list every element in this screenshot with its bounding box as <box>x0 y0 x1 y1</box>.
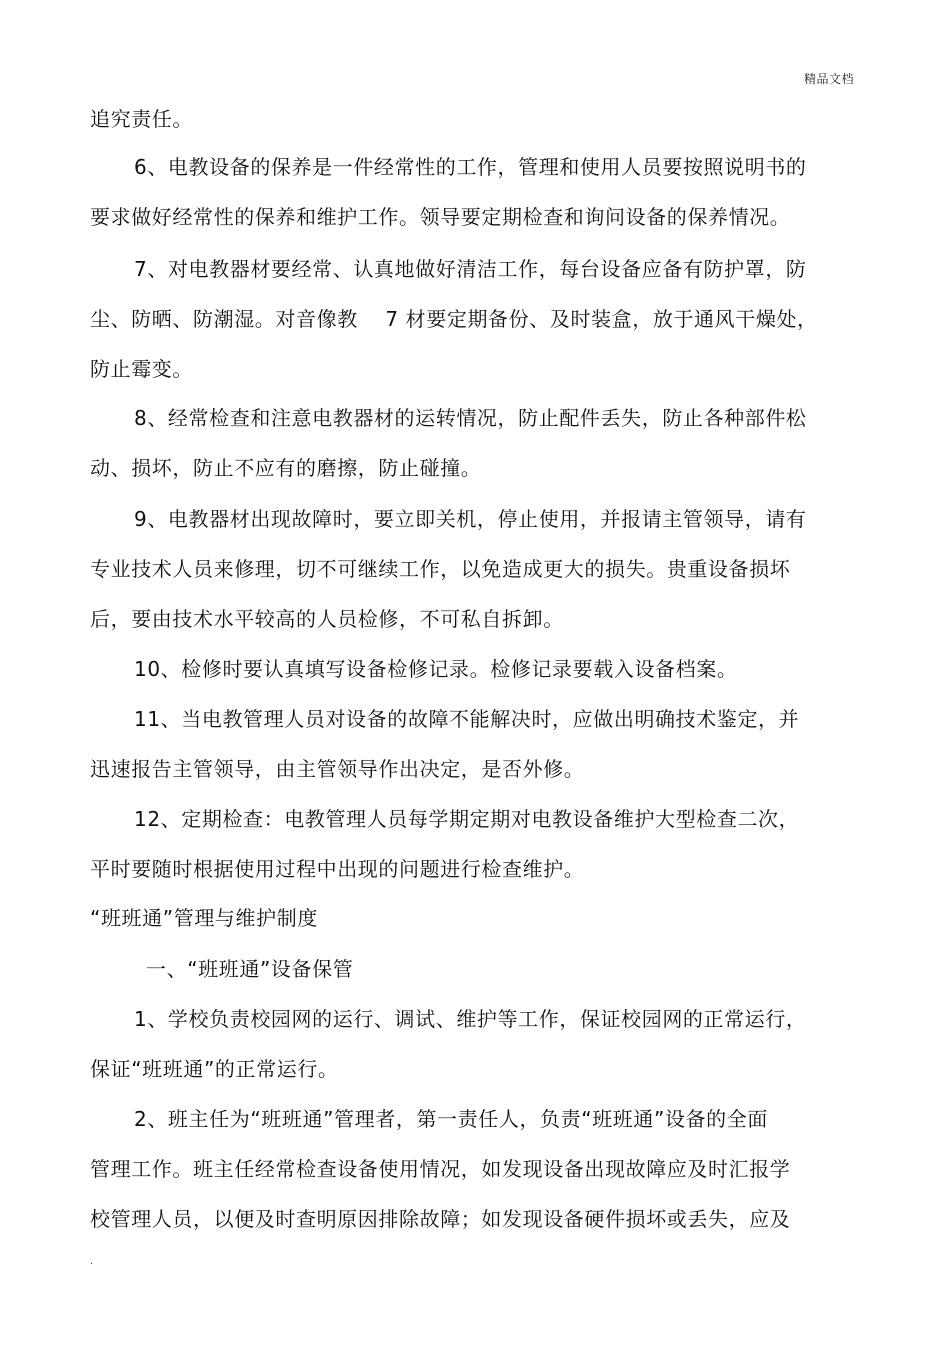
body-line: 12、定期检查：电教管理人员每学期定期对电教设备维护大型检查二次， <box>134 807 800 831</box>
body-line: 9、电教器材出现故障时，要立即关机，停止使用，并报请主管领导，请有 <box>134 507 807 531</box>
body-line: 1、学校负责校园网的运行、调试、维护等工作，保证校园网的正常运行， <box>134 1007 807 1031</box>
body-line: 迅速报告主管领导，由主管领导作出决定，是否外修。 <box>90 757 585 781</box>
body-line: 7、对电教器材要经常、认真地做好清洁工作，每台设备应备有防护罩，防 <box>134 257 807 281</box>
body-line: 尘、防晒、防潮湿。对音像教 7 材要定期备份、及时装盒，放于通风干燥处， <box>90 307 818 331</box>
body-line: 8、经常检查和注意电教器材的运转情况，防止配件丢失，防止各种部件松 <box>134 406 807 430</box>
body-line: 动、损坏，防止不应有的磨擦，防止碰撞。 <box>90 456 482 480</box>
header-watermark: 精品文档 <box>803 72 854 86</box>
subsection-heading: 一、“班班通”设备保管 <box>146 957 354 981</box>
section-heading: “班班通”管理与维护制度 <box>90 906 318 930</box>
body-line: 追究责任。 <box>90 107 193 131</box>
body-line: 平时要随时根据使用过程中出现的问题进行检查维护。 <box>90 857 585 881</box>
body-line: 保证“班班通”的正常运行。 <box>90 1057 339 1081</box>
body-line: 6、电教设备的保养是一件经常性的工作，管理和使用人员要按照说明书的 <box>134 155 807 179</box>
body-line: 后，要由技术水平较高的人员检修，不可私自拆卸。 <box>90 607 564 631</box>
body-line: 防止霉变。 <box>90 357 193 381</box>
body-line: 管理工作。班主任经常检查设备使用情况，如发现设备出现故障应及时汇报学 <box>90 1157 791 1181</box>
footer-dot: . <box>90 1256 94 1267</box>
body-line: 11、当电教管理人员对设备的故障不能解决时，应做出明确技术鉴定，并 <box>134 707 800 731</box>
body-line: 10、检修时要认真填写设备检修记录。检修记录要载入设备档案。 <box>134 657 738 681</box>
body-line: 2、班主任为“班班通”管理者，第一责任人，负责“班班通”设备的全面 <box>134 1107 768 1131</box>
body-line: 要求做好经常性的保养和维护工作。领导要定期检查和询问设备的保养情况。 <box>90 205 791 229</box>
body-line: 专业技术人员来修理，切不可继续工作，以免造成更大的损失。贵重设备损坏 <box>90 557 791 581</box>
body-line: 校管理人员，以便及时查明原因排除故障；如发现设备硬件损坏或丢失，应及 <box>90 1207 791 1231</box>
